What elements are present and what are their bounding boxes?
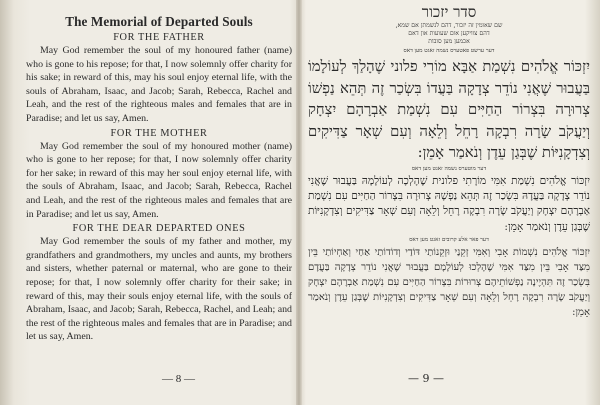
hebrew-father-prayer: יִזְכּוֹר אֱלֹהִים נִשְׁמַת אַבָּא מוֹרִי פלוני שֶׁהָלַךְ לְעוֹלָמוֹ בַּעֲבוּר שֶׁאֲנִי נוֹדֵר צְדָקָה בַּעֲדוֹ בִּשְׂכַר זֶה תְּהֵא נַפְשׁוֹ צְרוּרָה בִּצְרוֹר הַחַיִּים עִם נִשְׁמַת אַבְרָהָם יִצְחָק וְיַעֲקֹב שָׂרָה רִבְקָה רָחֵל וְלֵאָה וְעִם שְׁאָר צַדִּיקִים וְצִדְקָנִיּוֹת שֶׁבְּגַן עֵדֶן וְנֹאמַר אָמֵן: <box>308 58 590 161</box>
section-heading-mother: FOR THE MOTHER <box>110 127 208 139</box>
father-prayer-text: May God remember the soul of my honoured father (name) who is gone to his repose; for that, I now solemnly offer charity for his sake; in reward of this, may his soul enjoy eternal life, with the souls of Abraham, Isaac, and Jacob; Sarah, Rebecca, Rachel and Leah, and the rest of the righteous males and females that are in Paradise; and let us say, Amen. <box>26 45 292 124</box>
book-gutter <box>296 0 302 405</box>
hebrew-relatives-prayer: יִזְכּוֹר אֱלֹהִים נִשְׁמוֹת אָבִי וְאִמִּי זְקֵנַי וּזְקֵנוֹתַי דּוֹדַי וְדוֹדוֹתַי אַחַי וְאַחְיוֹתַי בֵּין מִצַּד אָבִי בֵּין מִצַּד אִמִּי שֶׁהָלְכוּ לְעוֹלָמָם בַּעֲבוּר שֶׁאֲנִי נוֹדֵר צְדָקָה בַּעֲדָם בִּשְׂכַר זֶה תִּהְיֶינָה נַפְשׁוֹתֵיהֶם צְרוּרוֹת בִּצְרוֹר הַחַיִּים עִם נִשְׁמַת אַבְרָהָם יִצְחָק וְיַעֲקֹב שָׂרָה רִבְקָה רָחֵל וְלֵאָה וְעִם שְׁאָר צַדִּיקִים וְצִדְקָנִיּוֹת שֶׁבְּגַן עֵדֶן וְנֹאמַר אָמֵן: <box>308 247 590 319</box>
right-page <box>308 0 590 405</box>
page-number: — 9 — <box>408 372 444 385</box>
father-instruction-note: דער ערשט פאטערס נשמה זאגט מען דאס <box>403 48 495 54</box>
hebrew-subtitle-line: שם שאומין זה יזכור, דהם לנשמתן אם שמא, <box>395 22 503 29</box>
section-heading-departed-ones: FOR THE DEAR DEPARTED ONES <box>72 223 246 235</box>
left-page <box>26 0 292 405</box>
departed-ones-prayer-text: May God remember the souls of my father and mother, my grandfathers and grandmothers, my uncles and aunts, my brothers and sisters, whether paternal or maternal, who are gone to their repose; for that, I now solemnly offer charity for their sake; in reward of this, may their souls enjoy eternal life, with the souls of Abraham, Isaac, and Jacob; Sarah, Rebecca, Rachel, and Leah; and the rest of the righteous males and females that are in Paradise; and let us say, Amen. <box>26 236 292 343</box>
page-number: — 8 — <box>162 373 195 385</box>
mother-prayer-text: May God remember the soul of my honoured mother (name) who is gone to her repose; for that, I now solemnly offer charity for her sake; in reward of this may her soul enjoy eternal life, with the souls of Abraham, Isaac, and Jacob; Sarah, Rebecca, Rachel and Leah, and the rest of the righteous males and females that are in Paradise; and let us say, Amen. <box>26 140 292 220</box>
hebrew-mother-prayer: יִזְכּוֹר אֱלֹהִים נִשְׁמַת אִמִּי מוֹרָתִי פלונית שֶׁהָלְכָה לְעוֹלָמָהּ בַּעֲבוּר שֶׁאֲנִי נוֹדֵר צְדָקָה בַּעֲדָהּ בִּשְׂכַר זֶה תְּהֵא נַפְשָׁהּ צְרוּרָה בִּצְרוֹר הַחַיִּים עִם נִשְׁמַת אַבְרָהָם יִצְחָק וְיַעֲקֹב שָׂרָה רִבְקָה רָחֵל וְלֵאָה וְעִם שְׁאָר צַדִּיקִים וְצִדְקָנִיּוֹת שֶׁבְּגַן עֵדֶן וְנֹאמַר אָמֵן: <box>308 174 590 233</box>
hebrew-subtitle-line: דהם צוויקען אום שעועות און דאם <box>408 30 490 37</box>
hebrew-subtitle-line: אכמען מען סובות <box>428 38 470 45</box>
section-heading-father: FOR THE FATHER <box>113 32 205 43</box>
relatives-instruction-note: דער פאר אלע קרובים זאגט מען דאס <box>409 237 489 244</box>
hebrew-page-title: סדר יזכור <box>421 3 477 21</box>
mother-instruction-note: דער מוטערס נשמה זאגט מען דאס <box>411 165 487 172</box>
page-title: The Memorial of Departed Souls <box>65 14 253 29</box>
